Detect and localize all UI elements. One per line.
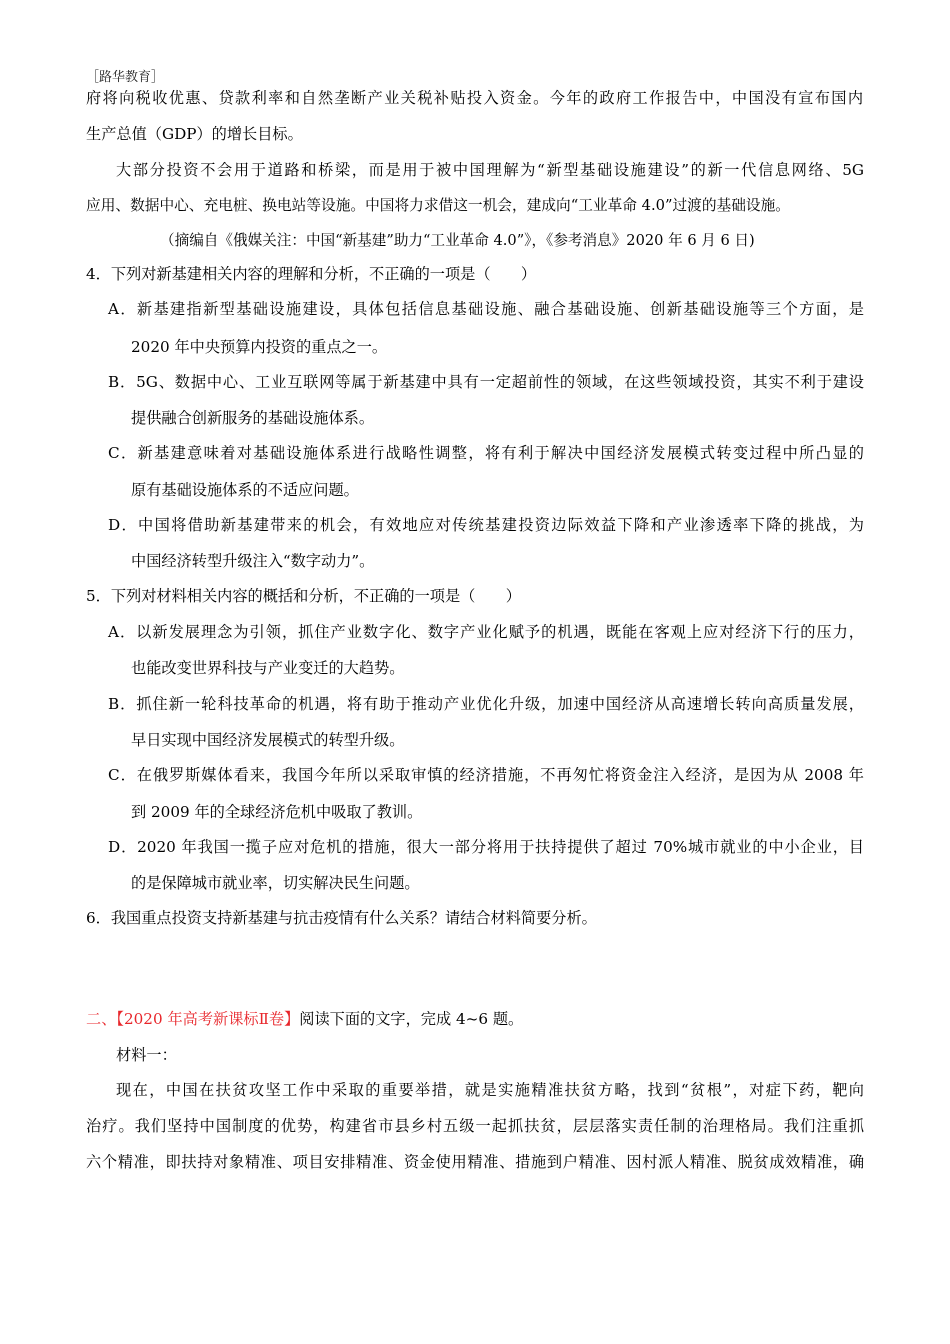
q4-option-d: D．中国将借助新基建带来的机会，有效地应对传统基建投资边际效益下降和产业渗透率下降的挑战，为 xyxy=(108,516,864,534)
q5-option-a-cont: 也能改变世界科技与产业变迁的大趋势。 xyxy=(131,659,405,677)
q4-option-b-cont: 提供融合创新服务的基础设施体系。 xyxy=(131,409,374,427)
page-header: ［路华教育］ xyxy=(86,70,165,85)
material-1-line: 治疗。我们坚持中国制度的优势，构建省市县乡村五级一起抓扶贫，层层落实责任制的治理格局。我们注重抓 xyxy=(86,1117,864,1135)
passage-line: 府将向税收优惠、贷款利率和自然垄断产业关税补贴投入资金。今年的政府工作报告中，中国没有宣布国内 xyxy=(86,89,863,107)
q4-option-b: B．5G、数据中心、工业互联网等属于新基建中具有一定超前性的领域，在这些领域投资，其实不利于建设 xyxy=(108,373,864,391)
q5-option-d-cont: 的是保障城市就业率，切实解决民生问题。 xyxy=(131,874,420,892)
q4-option-a-cont: 2020 年中央预算内投资的重点之一。 xyxy=(131,338,388,356)
q4-option-a: A．新基建指新型基础设施建设，具体包括信息基础设施、融合基础设施、创新基础设施等三个方面，是 xyxy=(108,300,864,318)
section-2-prefix: 二、 xyxy=(86,1010,117,1028)
q4-option-c: C．新基建意味着对基础设施体系进行战略性调整，将有利于解决中国经济发展模式转变过程中所凸显的 xyxy=(108,444,864,462)
question-6-stem: 6．我国重点投资支持新基建与抗击疫情有什么关系？请结合材料简要分析。 xyxy=(86,909,597,927)
q5-option-a: A．以新发展理念为引领，抓住产业数字化、数字产业化赋予的机遇，既能在客观上应对经济下行的压力， xyxy=(108,623,864,641)
passage-line: 生产总值（GDP）的增长目标。 xyxy=(86,125,303,143)
q5-option-c-cont: 到 2009 年的全球经济危机中吸取了教训。 xyxy=(131,803,423,821)
passage-line: 应用、数据中心、充电桩、换电站等设施。中国将力求借这一机会，建成向“工业革命 4.0”过渡的基础设施。 xyxy=(86,197,790,214)
material-1-line: 现在，中国在扶贫攻坚工作中采取的重要举措，就是实施精准扶贫方略，找到“贫根”，对症下药，靶向 xyxy=(116,1081,864,1099)
passage-source: （摘编自《俄媒关注：中国“新基建”助力“工业革命 4.0”》，《参考消息》2020 年 6 月 6 日) xyxy=(160,232,755,249)
question-5-stem: 5．下列对材料相关内容的概括和分析，不正确的一项是（ ） xyxy=(86,587,521,605)
section-2-instruction: 阅读下面的文字，完成 4~6 题。 xyxy=(299,1010,524,1028)
q5-option-d: D．2020 年我国一揽子应对危机的措施，很大一部分将用于扶持提供了超过 70%城市就业的中小企业，目 xyxy=(108,838,864,856)
q4-option-c-cont: 原有基础设施体系的不适应问题。 xyxy=(131,481,359,499)
section-2-heading xyxy=(86,1009,523,1029)
question-4-stem: 4．下列对新基建相关内容的理解和分析，不正确的一项是（ ） xyxy=(86,265,537,283)
section-2-exam-tag: 【2020 年高考新课标Ⅱ卷】 xyxy=(116,1010,300,1028)
material-1-label: 材料一： xyxy=(116,1046,177,1064)
q5-option-b: B．抓住新一轮科技革命的机遇，将有助于推动产业优化升级，加速中国经济从高速增长转向高质量发展， xyxy=(108,695,864,713)
q5-option-b-cont: 早日实现中国经济发展模式的转型升级。 xyxy=(131,731,405,749)
material-1-line: 六个精准，即扶持对象精准、项目安排精准、资金使用精准、措施到户精准、因村派人精准、脱贫成效精准，确 xyxy=(86,1153,864,1171)
passage-line: 大部分投资不会用于道路和桥梁，而是用于被中国理解为“新型基础设施建设”的新一代信息网络、5G xyxy=(116,161,864,179)
q5-option-c: C．在俄罗斯媒体看来，我国今年所以采取审慎的经济措施，不再匆忙将资金注入经济，是因为从 2008 年 xyxy=(108,766,864,784)
q4-option-d-cont: 中国经济转型升级注入“数字动力”。 xyxy=(131,552,375,570)
